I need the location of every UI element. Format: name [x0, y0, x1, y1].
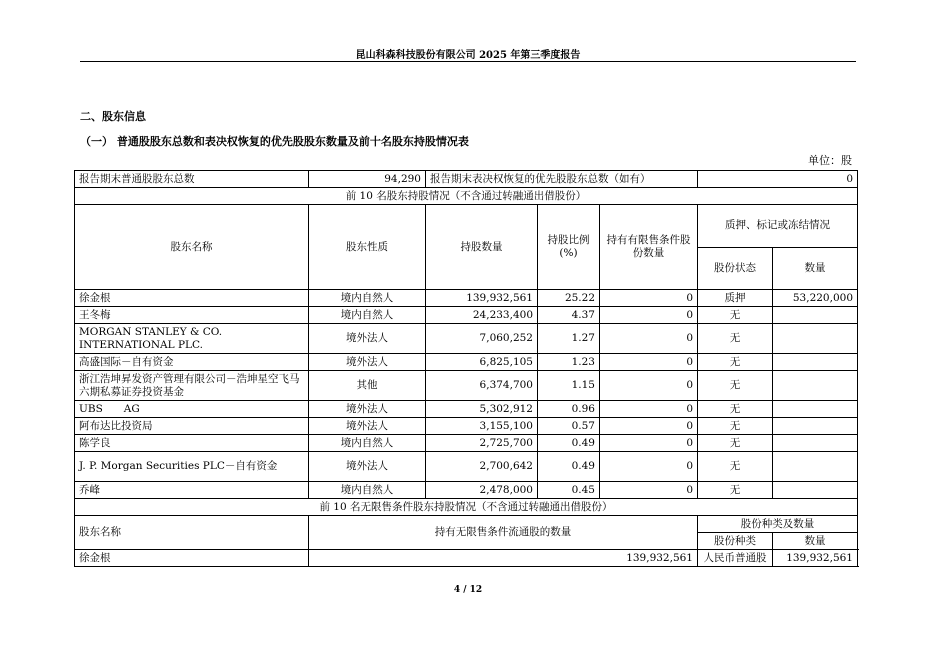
- shareholder-nature: 境内自然人: [309, 435, 426, 452]
- unrestricted-header-name: 股东名称: [75, 516, 309, 550]
- pledge-status: 无: [698, 371, 773, 401]
- pledge-quantity: [773, 324, 858, 354]
- unrestricted-row: [75, 550, 858, 567]
- shareholder-ratio: 0.49: [538, 452, 600, 482]
- shareholder-name: 乔峰: [75, 482, 309, 499]
- shareholder-ratio: 25.22: [538, 290, 600, 307]
- common-holders-label: 报告期末普通股股东总数: [75, 171, 309, 188]
- pledge-status: 无: [698, 482, 773, 499]
- pledge-quantity: [773, 401, 858, 418]
- col-header-pledge: 质押、标记或冻结情况: [698, 205, 858, 248]
- section-title: 二、股东信息: [80, 110, 146, 123]
- shareholder-row: [75, 290, 858, 307]
- pledge-quantity: [773, 418, 858, 435]
- shareholder-shares: 3,155,100: [426, 418, 538, 435]
- unrestricted-name: 徐金根: [75, 550, 309, 567]
- shareholder-nature: 境外法人: [309, 418, 426, 435]
- shareholder-restricted: 0: [600, 371, 698, 401]
- shareholder-name: 徐金根: [75, 290, 309, 307]
- col-header-restricted: 持有有限售条件股份数量: [600, 205, 698, 290]
- shareholder-restricted: 0: [600, 452, 698, 482]
- unrestricted-header-type-group: 股份种类及数量: [698, 516, 858, 533]
- shareholder-shares: 6,374,700: [426, 371, 538, 401]
- unrestricted-header-amount: 数量: [773, 533, 858, 550]
- shareholder-nature: 境外法人: [309, 324, 426, 354]
- pledge-quantity: [773, 371, 858, 401]
- shareholder-restricted: 0: [600, 435, 698, 452]
- unrestricted-header-qty: 持有无限售条件流通股的数量: [309, 516, 698, 550]
- header-rule: [80, 61, 856, 62]
- shareholder-nature: 境外法人: [309, 452, 426, 482]
- unit-label: 单位：股: [808, 154, 852, 167]
- unrestricted-amount: 139,932,561: [773, 550, 858, 567]
- shareholder-restricted: 0: [600, 401, 698, 418]
- shareholder-nature: 境内自然人: [309, 290, 426, 307]
- col-header-pledge-status: 股份状态: [698, 247, 773, 290]
- shareholder-name: 浙江浩坤昇发资产管理有限公司－浩坤星空飞马六期私募证券投资基金: [75, 371, 309, 401]
- shareholder-row: [75, 307, 858, 324]
- shareholder-row: [75, 324, 858, 354]
- shareholder-restricted: 0: [600, 324, 698, 354]
- shareholder-row: [75, 354, 858, 371]
- shareholder-row: [75, 482, 858, 499]
- common-holders-value: 94,290: [309, 171, 426, 188]
- shareholder-ratio: 4.37: [538, 307, 600, 324]
- shareholder-ratio: 0.96: [538, 401, 600, 418]
- shareholder-shares: 2,725,700: [426, 435, 538, 452]
- shareholder-name: UBS AG: [75, 401, 309, 418]
- page-number: 4 / 12: [453, 585, 483, 595]
- shareholder-row: [75, 418, 858, 435]
- shareholder-ratio: 1.27: [538, 324, 600, 354]
- pledge-quantity: [773, 435, 858, 452]
- pledge-status: 无: [698, 401, 773, 418]
- col-header-ratio: 持股比例(%): [538, 205, 600, 290]
- pledge-status: 无: [698, 452, 773, 482]
- shareholder-nature: 境外法人: [309, 401, 426, 418]
- preferred-holders-label: 报告期末表决权恢复的优先股股东总数（如有）: [426, 171, 698, 188]
- pledge-status: 无: [698, 418, 773, 435]
- shareholder-name: 陈学良: [75, 435, 309, 452]
- summary-row: [75, 171, 858, 188]
- pledge-quantity: [773, 354, 858, 371]
- shareholder-ratio: 1.23: [538, 354, 600, 371]
- shareholder-restricted: 0: [600, 482, 698, 499]
- shareholder-name: 阿布达比投资局: [75, 418, 309, 435]
- shareholder-shares: 6,825,105: [426, 354, 538, 371]
- pledge-status: 无: [698, 435, 773, 452]
- pledge-quantity: 53,220,000: [773, 290, 858, 307]
- shareholder-shares: 7,060,252: [426, 324, 538, 354]
- pledge-status: 无: [698, 307, 773, 324]
- shareholder-nature: 境外法人: [309, 354, 426, 371]
- shareholder-table: [74, 170, 858, 567]
- shareholder-shares: 139,932,561: [426, 290, 538, 307]
- unrestricted-type: 人民币普通股: [698, 550, 773, 567]
- shareholder-restricted: 0: [600, 290, 698, 307]
- shareholder-ratio: 0.45: [538, 482, 600, 499]
- shareholder-restricted: 0: [600, 307, 698, 324]
- shareholder-nature: 境内自然人: [309, 482, 426, 499]
- shareholder-shares: 2,478,000: [426, 482, 538, 499]
- shareholder-name: 高盛国际－自有资金: [75, 354, 309, 371]
- shareholder-restricted: 0: [600, 354, 698, 371]
- shareholder-row: [75, 452, 858, 482]
- shareholder-ratio: 1.15: [538, 371, 600, 401]
- shareholder-nature: 其他: [309, 371, 426, 401]
- shareholder-ratio: 0.49: [538, 435, 600, 452]
- preferred-holders-value: 0: [698, 171, 858, 188]
- pledge-status: 无: [698, 354, 773, 371]
- subsection-title: （一） 普通股股东总数和表决权恢复的优先股股东数量及前十名股东持股情况表: [80, 135, 469, 148]
- col-header-nature: 股东性质: [309, 205, 426, 290]
- shareholder-shares: 5,302,912: [426, 401, 538, 418]
- shareholder-name: 王冬梅: [75, 307, 309, 324]
- shareholder-row: [75, 371, 858, 401]
- unrestricted-title: 前 10 名无限售条件股东持股情况（不含通过转融通出借股份）: [75, 499, 858, 516]
- shareholder-restricted: 0: [600, 418, 698, 435]
- top10-title: 前 10 名股东持股情况（不含通过转融通出借股份）: [75, 188, 858, 205]
- pledge-quantity: [773, 307, 858, 324]
- col-header-pledge-qty: 数量: [773, 247, 858, 290]
- shareholder-shares: 2,700,642: [426, 452, 538, 482]
- shareholder-shares: 24,233,400: [426, 307, 538, 324]
- shareholder-ratio: 0.57: [538, 418, 600, 435]
- shareholder-row: [75, 401, 858, 418]
- report-header: 昆山科森科技股份有限公司 2025 年第三季度报告: [355, 50, 581, 61]
- pledge-quantity: [773, 452, 858, 482]
- unrestricted-header-type: 股份种类: [698, 533, 773, 550]
- pledge-status: 质押: [698, 290, 773, 307]
- shareholder-row: [75, 435, 858, 452]
- pledge-quantity: [773, 482, 858, 499]
- shareholder-name: J. P. Morgan Securities PLC－自有资金: [75, 452, 309, 482]
- col-header-name: 股东名称: [75, 205, 309, 290]
- shareholder-nature: 境内自然人: [309, 307, 426, 324]
- unrestricted-qty: 139,932,561: [309, 550, 698, 567]
- col-header-shares: 持股数量: [426, 205, 538, 290]
- shareholder-name: MORGAN STANLEY & CO. INTERNATIONAL PLC.: [75, 324, 309, 354]
- pledge-status: 无: [698, 324, 773, 354]
